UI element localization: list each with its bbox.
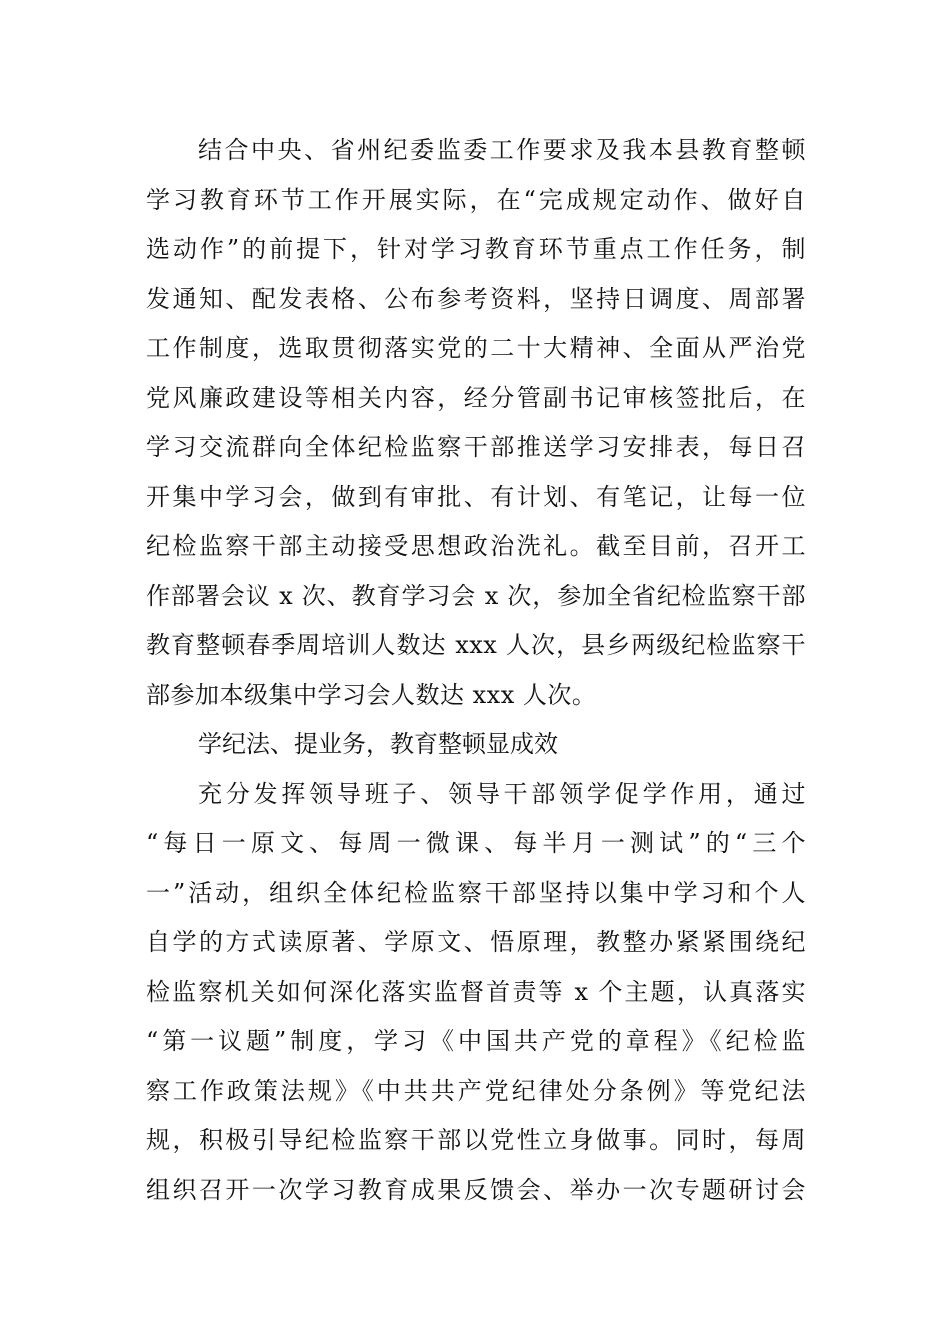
paragraph-line: 结合中央、省州纪委监委工作要求及我本县教育整顿 bbox=[198, 136, 806, 164]
paragraph-line: 教育整顿春季周培训人数达 xxx 人次，县乡两级纪检监察干 bbox=[146, 631, 806, 659]
paragraph-line: 发通知、配发表格、公布参考资料，坚持日调度、周部署 bbox=[146, 284, 806, 313]
paragraph-line: 检监察机关如何深化落实监督首责等 x 个主题，认真落实 bbox=[146, 977, 806, 1006]
paragraph-line: 纪检监察干部主动接受思想政治洗礼。截至目前，召开工 bbox=[146, 532, 806, 560]
paragraph-line: 党风廉政建设等相关内容，经分管副书记审核签批后，在 bbox=[146, 383, 806, 412]
paragraph-line: 学习教育环节工作开展实际，在“完成规定动作、做好自 bbox=[146, 185, 806, 214]
paragraph-line: “第一议题”制度，学习《中国共产党的章程》《纪检监 bbox=[146, 1027, 806, 1055]
section-heading: 学纪法、提业务，教育整顿显成效 bbox=[198, 730, 558, 758]
paragraph-line: 组织召开一次学习教育成果反馈会、举办一次专题研讨会 bbox=[146, 1175, 806, 1204]
paragraph-line: 规，积极引导纪检监察干部以党性立身做事。同时，每周 bbox=[146, 1126, 806, 1154]
paragraph-line: 作部署会议 x 次、教育学习会 x 次，参加全省纪检监察干部 bbox=[146, 581, 806, 610]
paragraph-2 bbox=[146, 770, 806, 1216]
paragraph-line: 部参加本级集中学习会人数达 xxx 人次。 bbox=[146, 680, 597, 709]
paragraph-line: 充分发挥领导班子、领导干部领学促学作用，通过 bbox=[198, 779, 806, 808]
paragraph-1 bbox=[146, 126, 806, 720]
paragraph-line: 选动作”的前提下，针对学习教育环节重点工作任务，制 bbox=[146, 235, 806, 263]
paragraph-line: 自学的方式读原著、学原文、悟原理，教整办紧紧围绕纪 bbox=[146, 928, 806, 956]
paragraph-line: 开集中学习会，做到有审批、有计划、有笔记，让每一位 bbox=[146, 482, 806, 511]
paragraph-line: 学习交流群向全体纪检监察干部推送学习安排表，每日召 bbox=[146, 433, 806, 461]
paragraph-line: 察工作政策法规》《中共共产党纪律处分条例》等党纪法 bbox=[146, 1076, 806, 1105]
document-page bbox=[146, 126, 806, 1215]
paragraph-line: “每日一原文、每周一微课、每半月一测试”的“三个 bbox=[146, 829, 806, 857]
paragraph-line: 工作制度，选取贯彻落实党的二十大精神、全面从严治党 bbox=[146, 334, 806, 362]
paragraph-line: 一”活动，组织全体纪检监察干部坚持以集中学习和个人 bbox=[146, 878, 806, 907]
